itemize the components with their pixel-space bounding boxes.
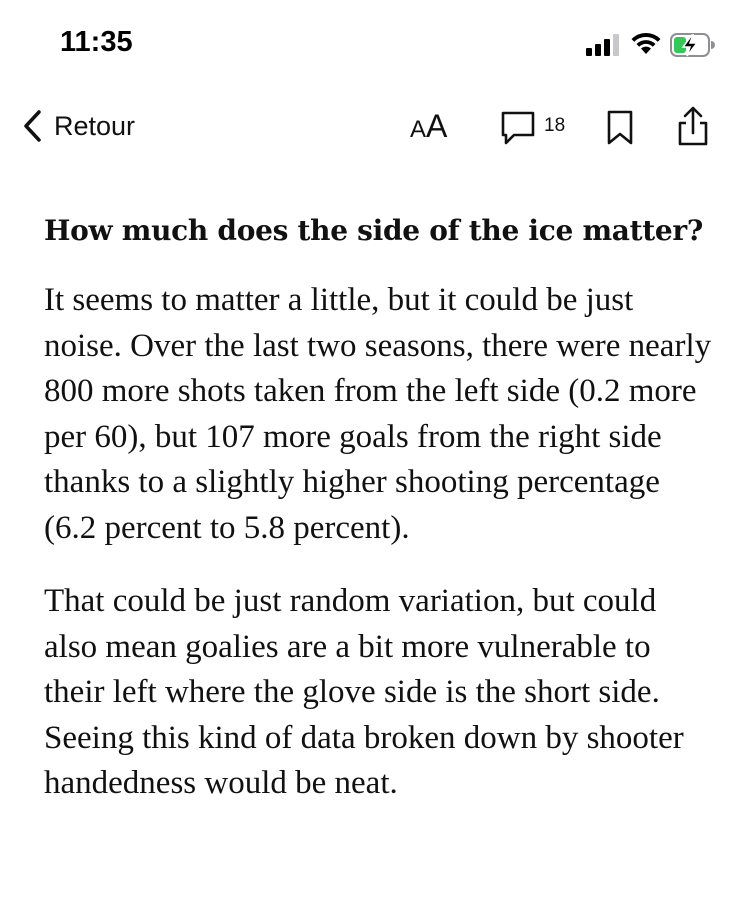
nav-bar — [0, 96, 746, 160]
status-time: 11:35 — [60, 26, 133, 58]
bookmark-icon — [606, 110, 634, 146]
bookmark-button[interactable] — [606, 110, 634, 151]
article-heading: How much does the side of the ice matter? — [44, 214, 703, 247]
status-icons — [586, 30, 716, 60]
share-button[interactable] — [674, 106, 712, 153]
article-paragraph-2: That could be just random variation, but could also mean goalies are a bit more vulnerable to their left where the glove side is the short side. Seeing this kind of data broken down by shooter handedness would be neat. — [44, 583, 684, 801]
article-paragraph-1: It seems to matter a little, but it could be just noise. Over the last two seasons, there were nearly 800 more shots taken from the left side (0.2 more per 60), but 107 more goals from the right side thanks to a slightly higher shooting percentage (6.2 percent to 5.8 percent). — [44, 282, 712, 546]
article — [44, 208, 714, 835]
text-size-small-label: A — [410, 116, 427, 143]
cellular-signal-icon — [586, 34, 620, 56]
text-size-button[interactable] — [410, 108, 447, 148]
comment-count: 18 — [544, 115, 566, 136]
share-icon — [674, 106, 712, 148]
back-button[interactable] — [22, 106, 135, 146]
comment-icon — [500, 110, 536, 146]
wifi-icon — [630, 32, 662, 56]
text-size-large-label: A — [426, 108, 448, 144]
chevron-left-icon — [22, 109, 42, 143]
battery-charging-icon — [670, 32, 716, 58]
status-bar — [0, 0, 746, 90]
back-label: Retour — [54, 110, 136, 141]
